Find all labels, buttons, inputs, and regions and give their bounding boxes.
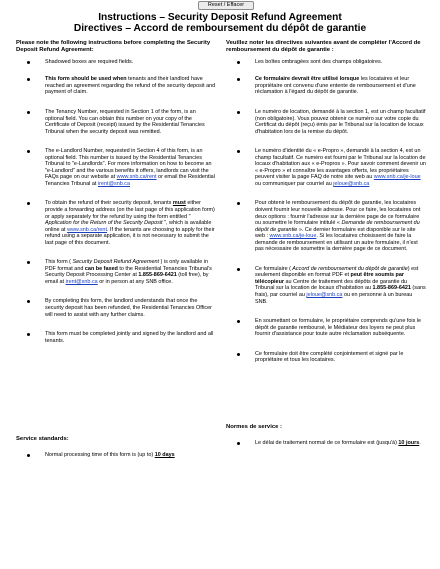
english-service-standard-item: Normal processing time of this form is (up to) 10 days <box>16 452 216 459</box>
french-item-tenancy-number: Le numéro de location, demandé à la section 1, est un champ facultatif (non obligatoire). Vous pouvez obtenir ce numéro sur votre copie du Certificat du dépôt (reçu) émis par le Tribunal sur la location de locaux d'habitation lors de la remise du dépôt. <box>226 109 426 135</box>
french-intro: Veuillez noter les directives suivantes avant de compléter l'Accord de remboursement du dépôt de garantie : <box>226 40 421 53</box>
english-item-submission: This form ( Security Deposit Refund Agreement ) is only available in PDF format and can be faxed to the Residential Tenancies Tribunal's Security Deposit Processing Center at 1.855-869-6421 (toll free), by email at irent@snb.ca or in person at any SNB office. <box>16 259 216 285</box>
french-instruction-list <box>226 59 426 364</box>
je-loue-website-link[interactable]: www.snb.ca/je-loue <box>269 233 317 240</box>
french-item-required-fields: Les boîtes ombragées sont des champs obligatoires. <box>226 59 426 66</box>
je-loue-website-link[interactable]: www.snb.ca/je-loue <box>373 174 421 181</box>
french-item-landlord-understanding: En soumettant ce formulaire, le propriétaire comprends qu'une fois le dépôt de garantie remboursé, le Médiateur des loyers ne peut plus fournir d'assistance pour toute autre réclamation subséquente. <box>226 318 426 338</box>
english-item-joint-signing: This form must be completed jointly and signed by the landlord and all tenants. <box>16 331 216 344</box>
english-item-form-usage: This form should be used when tenants and their landlord have reached an agreement regarding the refund of the security deposit and payment of claim. <box>16 76 216 96</box>
french-item-submission: Ce formulaire ( Accord de remboursement du dépôt de garantie) est seulement disponible en format PDF et peut être soumis par télécopieur au Centre de traitement des dépôts de garantie du Tribunal sur la location de locaux d'habitation au 1.855-869-6421 (sans frais), par courriel au jeloue@snb.ca ou en personne à un bureau SNB. <box>226 266 426 305</box>
page-title <box>0 12 440 34</box>
english-item-tenancy-number: The Tenancy Number, requested in Section 1 of the form, is an optional field. You can obtain this number on your copy of the Certificate of Deposit (receipt) issued by the Residential Tenancies Tribunal when the security deposit was remitted. <box>16 109 216 135</box>
english-instruction-list <box>16 59 216 344</box>
title-english: Instructions – Security Deposit Refund Agreement <box>98 12 342 23</box>
french-item-form-usage: Ce formulaire devrait être utilisé lorsque les locataires et leur propriétaire ont convenu d'une entente de remboursement et d'une réclamation à l'égard du dépôt de garantie. <box>226 76 426 96</box>
irent-email-link[interactable]: irent@snb.ca <box>65 278 98 285</box>
french-service-standard-item: Le délai de traitement normal de ce formulaire est (jusqu'à) 10 jours. <box>226 440 426 447</box>
english-intro: Please note the following instructions before completing the Security Deposit Refund Agreement: <box>16 40 211 53</box>
french-column <box>226 40 426 446</box>
irent-email-link[interactable]: irent@snb.ca <box>97 180 131 187</box>
english-service-standards-heading: Service standards: <box>16 436 69 442</box>
jeloue-email-link[interactable]: jeloue@snb.ca <box>333 180 370 187</box>
reset-button[interactable]: Reset / Effacer <box>198 1 254 10</box>
rent-website-link[interactable]: www.snb.ca/rent <box>67 226 107 233</box>
english-column <box>16 40 216 458</box>
french-service-standards-heading: Normes de service : <box>226 424 282 430</box>
french-item-joint-signing: Ce formulaire doit être complété conjointement et signé par le propriétaire et tous les locataires. <box>226 351 426 364</box>
title-french: Directives – Accord de remboursement du dépôt de garantie <box>73 23 367 34</box>
rent-website-link[interactable]: www.snb.ca/rent <box>116 174 157 181</box>
jeloue-email-link[interactable]: jeloue@snb.ca <box>306 292 343 299</box>
french-item-e-propro-number: Le numéro d'identité du « e-Propro », demandé à la section 4, est un champ facultatif. Ce numéro est fourni par le Tribunal sur la location de locaux d'habitation aux « e-Propros ». Pour savoir comment devenir un « e-Propro » et connaître les avantages offerts, les propriétaires peuvent visiter la page FAQ de notre site web au www.snb.ca/je-loue ou communiquer par courriel au jeloue@snb.ca <box>226 148 426 187</box>
english-item-required-fields: Shadowed boxes are required fields. <box>16 59 216 66</box>
french-item-refund-address: Pour obtenir le remboursement du dépôt de garantie, les locataires doivent fournir leur nouvelle adresse. Pour ce faire, les locataires ont deux options : fournir l'adresse sur la dernière page de ce formulaire ou soumettre le formulaire intitulé « Demande de remboursement du dépôt de garantie ». Ce dernier formulaire est disponible sur le site web : www.snb.ca/je-loue. Si les locataires choisissent de faire la demande de remboursement en utilisant un autre formulaire, il n'est pas nécessaire de soumettre la dernière page de ce document. <box>226 200 426 252</box>
english-item-e-landlord-number: The e-Landlord Number, requested in Section 4 of this form, is an optional field. This number is issued by the Residential Tenancies Tribunal to "e-Landlords". For more information on how to become an "e-Landlord" and the various benefits it offers, landlords can visit the FAQs page on our website at www.snb.ca/rent or email the Residential Tenancies Tribunal at irent@snb.ca <box>16 148 216 187</box>
english-item-refund-address: To obtain the refund of their security deposit, tenants must either provide a forwarding address (on the last page of this application form) or apply separately for the refund by using the form entitled " Application for the Return of the Security Deposit ", which is available online at www.snb.ca/rent. If the tenants are choosing to apply for their refund using a separate application, it is not necessary to submit the last page of this document. <box>16 200 216 246</box>
english-item-landlord-understanding: By completing this form, the landlord understands that once the security deposit has been refunded, the Residential Tenancies Officer will need to assist with any further claims. <box>16 298 216 318</box>
